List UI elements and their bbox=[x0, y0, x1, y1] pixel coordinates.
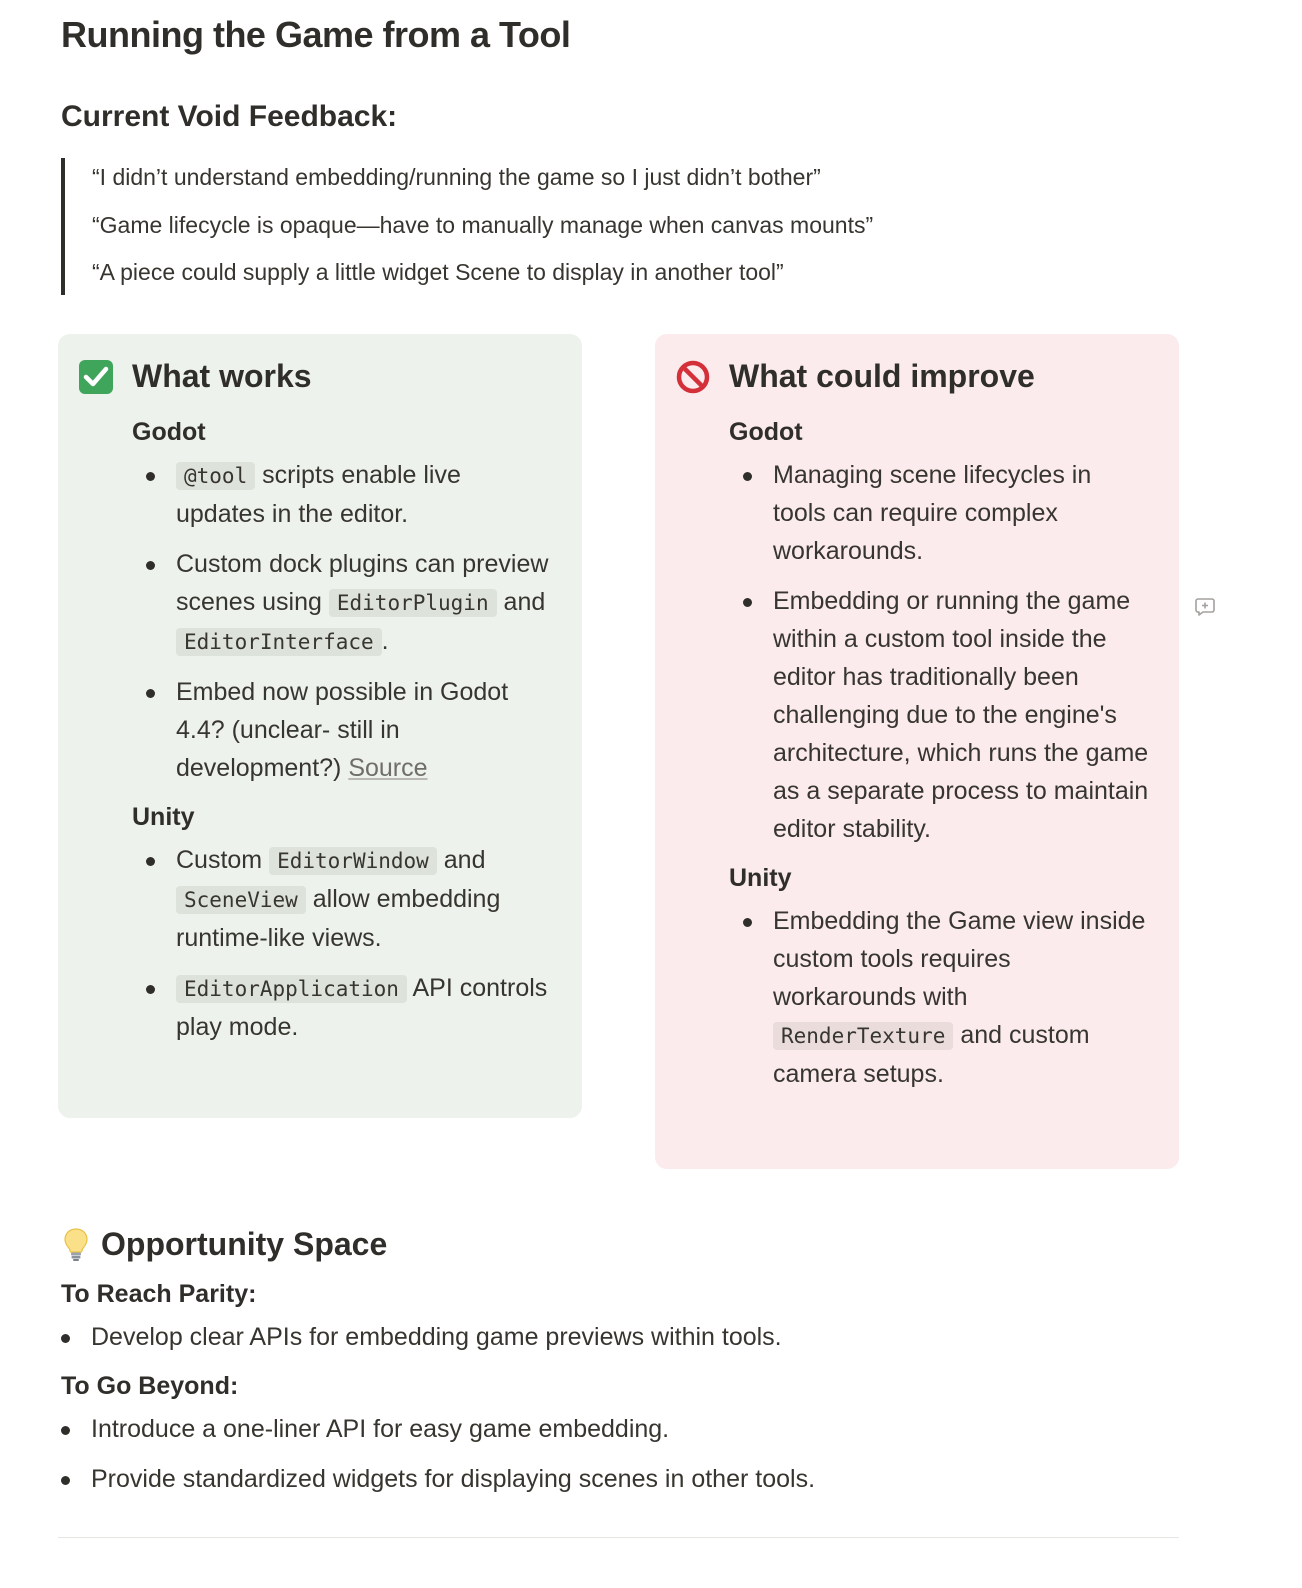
unity-improve-list bbox=[729, 902, 1149, 1093]
prohibited-icon bbox=[675, 359, 711, 395]
what-could-improve-body bbox=[729, 414, 1149, 1105]
source-link[interactable]: Source bbox=[348, 754, 428, 782]
list-item: Embedding the Game view inside custom tools requires workarounds with RenderTexture and custom camera setups. bbox=[729, 902, 1149, 1093]
inline-code: EditorPlugin bbox=[329, 589, 497, 617]
list-item: @tool scripts enable live updates in the editor. bbox=[132, 456, 552, 533]
inline-code: RenderTexture bbox=[773, 1022, 953, 1050]
beyond-subheading: To Go Beyond: bbox=[61, 1372, 239, 1400]
list-item: Provide standardized widgets for displaying scenes in other tools. bbox=[47, 1460, 1161, 1498]
feedback-heading: Current Void Feedback: bbox=[61, 100, 398, 133]
opportunity-section bbox=[61, 1222, 1161, 1510]
inline-code: EditorApplication bbox=[176, 975, 407, 1003]
list-item: EditorApplication API controls play mode. bbox=[132, 969, 552, 1046]
godot-improve-list bbox=[729, 456, 1149, 848]
lightbulb-icon bbox=[61, 1226, 91, 1262]
inline-code: SceneView bbox=[176, 886, 306, 914]
page-title: Running the Game from a Tool bbox=[61, 14, 571, 55]
feedback-quote: “I didn’t understand embedding/running the game so I just didn’t bother” bbox=[92, 164, 821, 190]
list-item: Develop clear APIs for embedding game previews within tools. bbox=[47, 1318, 1161, 1356]
inline-code: EditorWindow bbox=[269, 847, 437, 875]
what-works-callout bbox=[58, 334, 582, 1118]
parity-subheading: To Reach Parity: bbox=[61, 1280, 257, 1308]
beyond-list bbox=[47, 1410, 1161, 1498]
list-item: Custom dock plugins can preview scenes using EditorPlugin and EditorInterface . bbox=[132, 545, 552, 661]
opportunity-heading: Opportunity Space bbox=[101, 1225, 388, 1262]
divider bbox=[58, 1537, 1179, 1538]
unity-works-list bbox=[132, 841, 552, 1046]
godot-works-list bbox=[132, 456, 552, 787]
list-item: Introduce a one-liner API for easy game embedding. bbox=[47, 1410, 1161, 1448]
unity-subheading: Unity bbox=[132, 803, 195, 831]
what-could-improve-callout bbox=[655, 334, 1179, 1169]
godot-subheading: Godot bbox=[132, 418, 206, 446]
what-could-improve-heading: What could improve bbox=[729, 358, 1035, 394]
list-item: Embed now possible in Godot 4.4? (unclear- still in development?) Source bbox=[132, 673, 552, 787]
opportunity-header bbox=[61, 1222, 1161, 1266]
feedback-quote: “Game lifecycle is opaque—have to manually manage when canvas mounts” bbox=[92, 212, 874, 238]
what-works-body bbox=[132, 414, 552, 1058]
list-item: Custom EditorWindow and SceneView allow embedding runtime-like views. bbox=[132, 841, 552, 957]
feedback-quote: “A piece could supply a little widget Scene to display in another tool” bbox=[92, 259, 784, 285]
check-mark-icon bbox=[78, 359, 114, 395]
inline-code: @tool bbox=[176, 462, 255, 490]
unity-subheading: Unity bbox=[729, 864, 792, 892]
godot-subheading: Godot bbox=[729, 418, 803, 446]
feedback-quote-block bbox=[61, 158, 1061, 295]
add-comment-icon[interactable] bbox=[1194, 596, 1216, 618]
what-works-heading: What works bbox=[132, 358, 312, 394]
list-item: Embedding or running the game within a custom tool inside the editor has traditionally been challenging due to the engine's architecture, which runs the game as a separate process to maintain editor stability. bbox=[729, 582, 1149, 848]
parity-list bbox=[47, 1318, 1161, 1356]
inline-code: EditorInterface bbox=[176, 628, 382, 656]
list-item: Managing scene lifecycles in tools can require complex workarounds. bbox=[729, 456, 1149, 570]
